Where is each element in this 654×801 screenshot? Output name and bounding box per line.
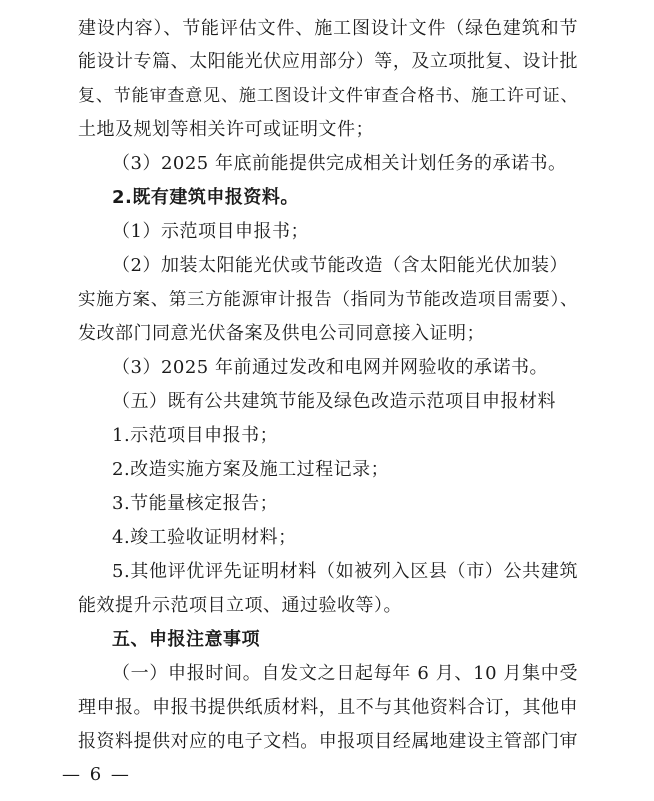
- body-line: 实施方案、第三方能源审计报告（指同为节能改造项目需要）、: [78, 290, 578, 310]
- list-item: 2.改造实施方案及施工过程记录；: [112, 459, 390, 480]
- body-line: 报资料提供对应的电子文档。申报项目经属地建设主管部门审: [78, 731, 578, 752]
- section-heading: 2.既有建筑申报资料。: [112, 187, 299, 208]
- list-item: 4.竣工验收证明材料；: [112, 527, 297, 548]
- body-line: 能设计专篇、太阳能光伏应用部分）等，及立项批复、设计批: [78, 51, 578, 72]
- body-line: （3）2025 年底前能提供完成相关计划任务的承诺书。: [112, 153, 567, 174]
- list-item: 3.节能量核定报告；: [112, 493, 279, 514]
- body-line: 发改部门同意光伏备案及供电公司同意接入证明；: [78, 323, 485, 344]
- body-line: （一）申报时间。自发文之日起每年 6 月、10 月集中受: [112, 663, 578, 684]
- body-line: 理申报。申报书提供纸质材料，且不与其他资料合订，其他申: [78, 697, 578, 718]
- page-number: — 6 —: [62, 764, 131, 785]
- body-line: 能效提升示范项目立项、通过验收等）。: [78, 595, 402, 616]
- body-line: （3）2025 年前通过发改和电网并网验收的承诺书。: [112, 357, 548, 378]
- subsection-heading: （五）既有公共建筑节能及绿色改造示范项目申报材料: [112, 391, 556, 412]
- list-item: 1.示范项目申报书；: [112, 425, 279, 446]
- body-line: 建设内容）、节能评估文件、施工图设计文件（绿色建筑和节: [78, 18, 578, 39]
- section-heading: 五、申报注意事项: [112, 629, 260, 650]
- body-line: 土地及规划等相关许可或证明文件；: [78, 119, 374, 140]
- body-line: 复、节能审查意见、施工图设计文件审查合格书、施工许可证、: [78, 86, 578, 106]
- list-item: 5.其他评优评先证明材料（如被列入区县（市）公共建筑: [112, 561, 578, 582]
- body-line: （1）示范项目申报书；: [112, 221, 309, 242]
- body-line: （2）加装太阳能光伏或节能改造（含太阳能光伏加装）: [112, 255, 568, 276]
